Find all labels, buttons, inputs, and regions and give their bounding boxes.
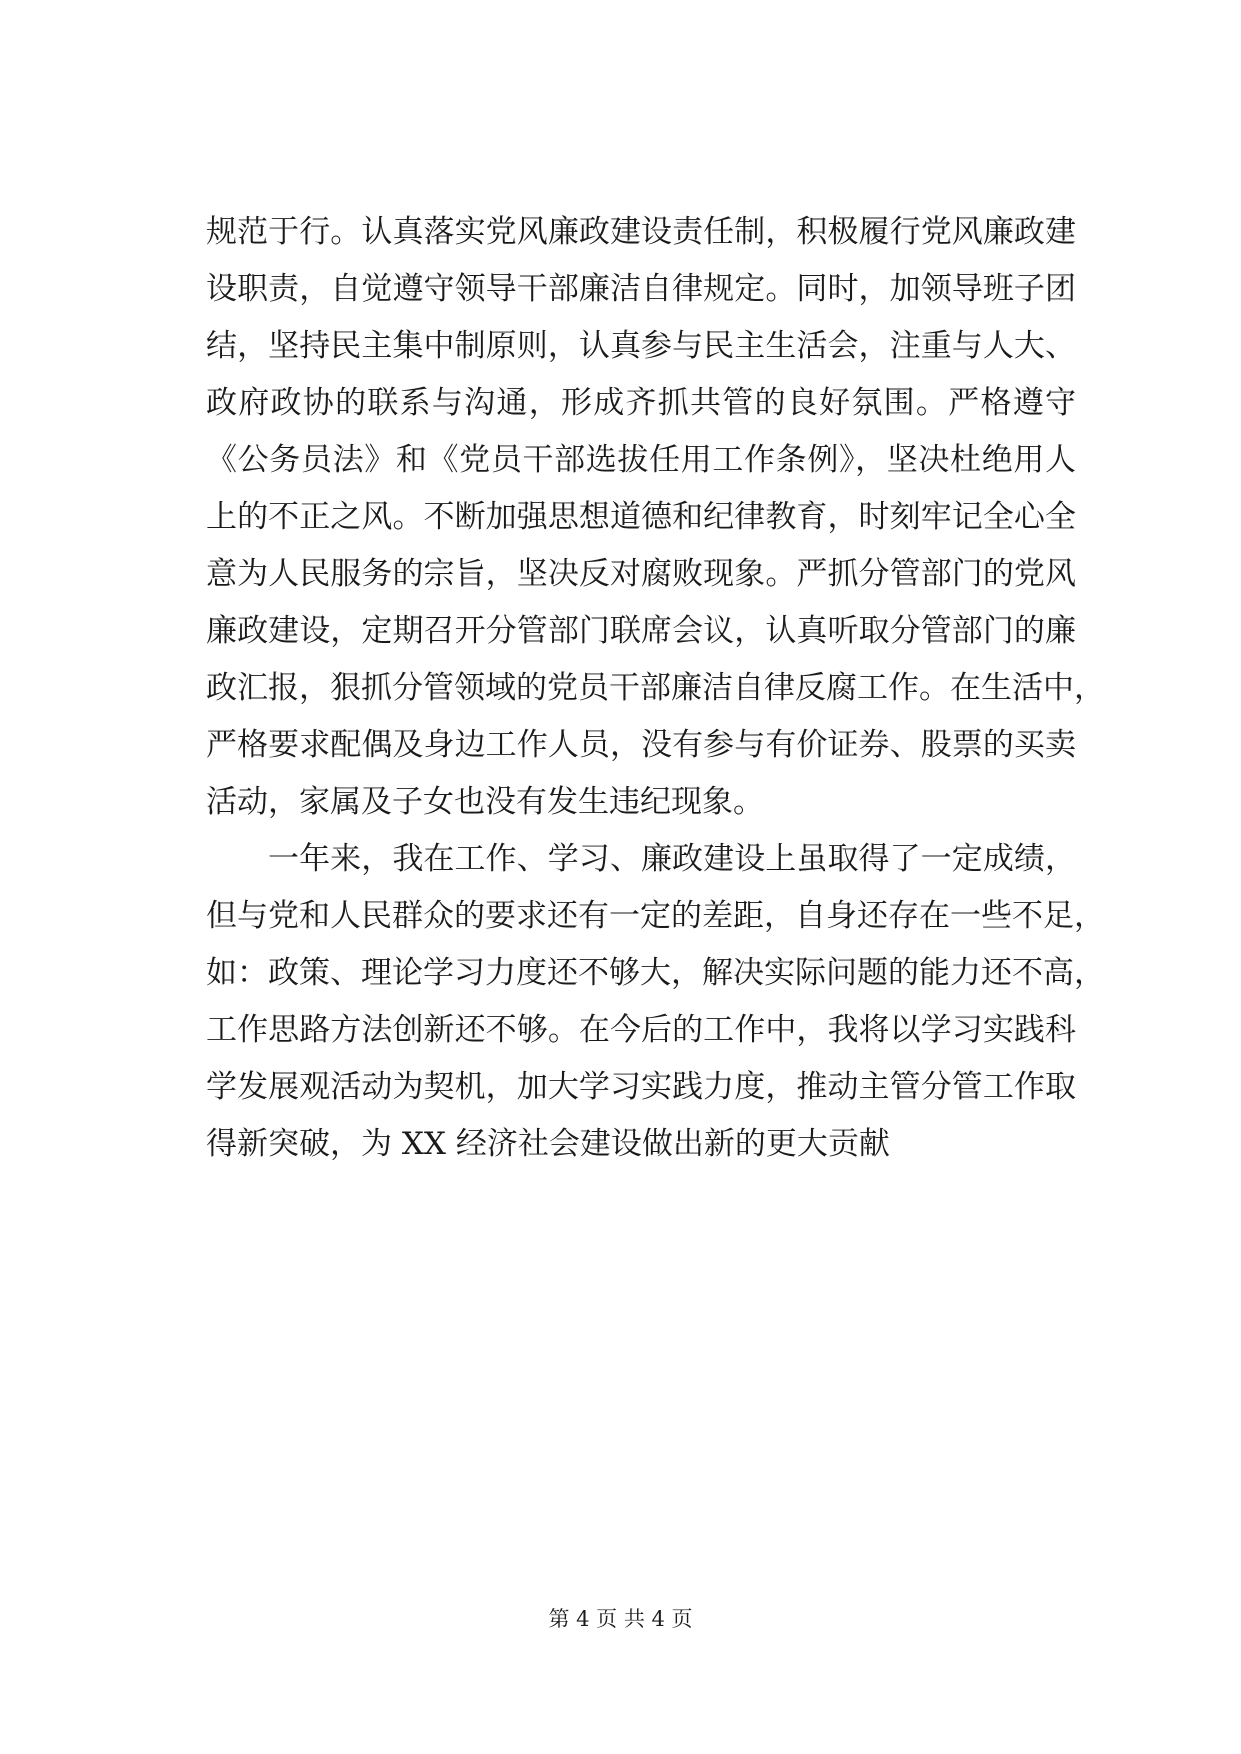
text-line: 如：政策、理论学习力度还不够大，解决实际问题的能力还不高， — [206, 955, 1105, 991]
text-line: 严格要求配偶及身边工作人员，没有参与有价证券、股票的买卖 — [206, 727, 1076, 763]
text-line: 政汇报，狠抓分管领域的党员干部廉洁自律反腐工作。在生活中， — [206, 670, 1105, 706]
text-line: 但与党和人民群众的要求还有一定的差距，自身还存在一些不足， — [206, 898, 1105, 934]
text-line: 设职责，自觉遵守领导干部廉洁自律规定。同时，加领导班子团 — [206, 271, 1076, 307]
text-line: 活动，家属及子女也没有发生违纪现象。 — [206, 784, 764, 820]
text-line: 政府政协的联系与沟通，形成齐抓共管的良好氛围。严格遵守 — [206, 385, 1076, 421]
page-number-footer: 第 4 页 共 4 页 — [548, 1607, 693, 1631]
text-line: 《公务员法》和《党员干部选拔任用工作条例》，坚决杜绝用人 — [206, 442, 1076, 478]
text-line: 意为人民服务的宗旨，坚决反对腐败现象。严抓分管部门的党风 — [206, 556, 1076, 592]
text-line: 学发展观活动为契机，加大学习实践力度，推动主管分管工作取 — [206, 1069, 1076, 1105]
document-body — [206, 204, 1105, 1173]
text-line: 一年来，我在工作、学习、廉政建设上虽取得了一定成绩， — [268, 841, 1076, 877]
text-line: 上的不正之风。不断加强思想道德和纪律教育，时刻牢记全心全 — [206, 499, 1076, 535]
text-line: 结，坚持民主集中制原则，认真参与民主生活会，注重与人大、 — [206, 328, 1076, 364]
text-line: 规范于行。认真落实党风廉政建设责任制，积极履行党风廉政建 — [206, 214, 1076, 250]
text-line: 得新突破，为 XX 经济社会建设做出新的更大贡献 — [206, 1126, 890, 1162]
paragraph-2 — [206, 831, 1105, 1173]
paragraph-1 — [206, 204, 1105, 831]
text-line: 工作思路方法创新还不够。在今后的工作中，我将以学习实践科 — [206, 1012, 1076, 1048]
text-line: 廉政建设，定期召开分管部门联席会议，认真听取分管部门的廉 — [206, 613, 1076, 649]
